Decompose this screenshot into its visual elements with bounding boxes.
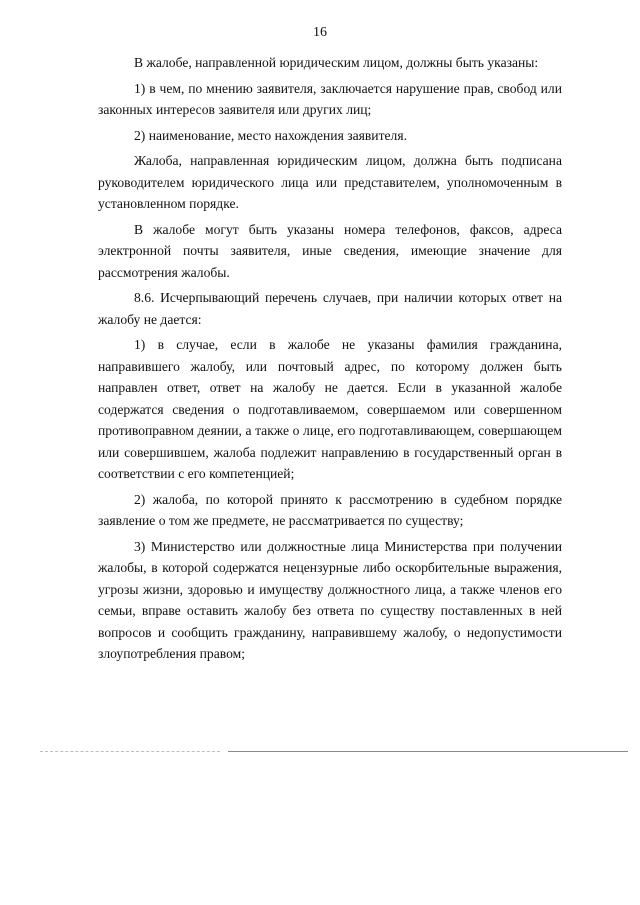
paragraph-case-3: 3) Министерство или должностные лица Министерства при получении жалобы, в которой содержатся нецензурные либо оскорбительные выражения, угрозы жизни, здоровью и имуществу должностного лица, а также членов его семьи, вправе оставить жалобу без ответа по существу поставленных в ней вопросов и сообщить гражданину, направившему жалобу, о недопустимости злоупотребления правом; bbox=[98, 538, 562, 661]
scan-artifact-line bbox=[228, 751, 628, 752]
page-number: 16 bbox=[313, 25, 327, 40]
paragraph-applicant-name-location: 2) наименование, место нахождения заявителя. bbox=[134, 127, 407, 143]
paragraph-legal-entity-requirements: В жалобе, направленной юридическим лицом, должны быть указаны: bbox=[134, 55, 539, 70]
scan-artifact-dashes bbox=[40, 751, 220, 752]
paragraph-section-8-6: 8.6. Исчерпывающий перечень случаев, при наличии которых ответ на жалобу не дается: bbox=[98, 290, 562, 327]
paragraph-contact-details: В жалобе могут быть указаны номера телефонов, факсов, адреса электронной почты заявителя, иные сведения, имеющие значение для рассмотрения жалобы. bbox=[98, 221, 562, 280]
paragraph-case-1: 1) в случае, если в жалобе не указаны фамилия гражданина, направившего жалобу, или почтовый адрес, по которому должен быть направлен ответ, ответ на жалобу не дается. Если в указанной жалобе содержатся сведения о подготавливаемом, совершаемом или совершенном противоправном деянии, а также о лице, его подготавливающем, совершающем или совершившем, жалоба подлежит направлению в государственный орган в соответствии с его компетенцией; bbox=[98, 337, 562, 481]
paragraph-violation-description: 1) в чем, по мнению заявителя, заключается нарушение прав, свобод или законных интересов заявителя или других лиц; bbox=[98, 80, 562, 117]
paragraph-case-2: 2) жалоба, по которой принято к рассмотрению в судебном порядке заявление о том же предмете, не рассматривается по существу; bbox=[98, 491, 562, 528]
document-body bbox=[98, 52, 562, 669]
paragraph-signature-requirement: Жалоба, направленная юридическим лицом, должна быть подписана руководителем юридического лица или представителем, уполномоченным в установленном порядке. bbox=[98, 153, 562, 211]
